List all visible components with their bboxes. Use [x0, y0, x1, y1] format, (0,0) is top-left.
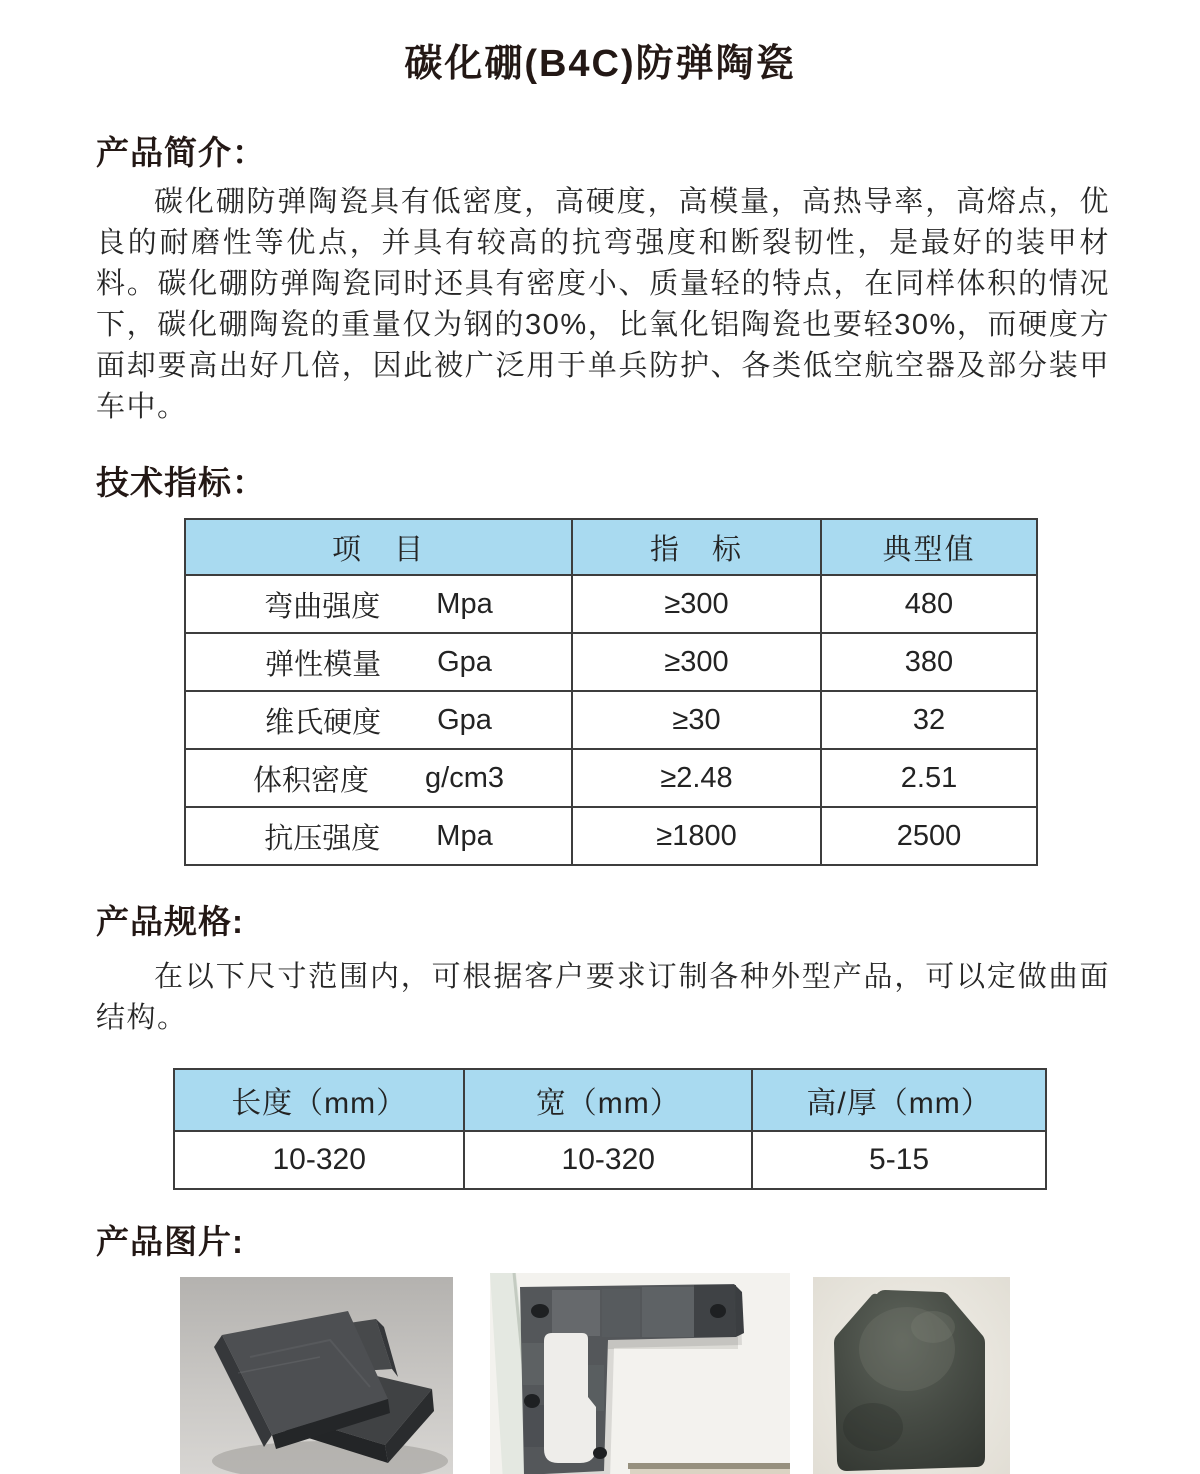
spec-table-row: [185, 633, 1037, 691]
dims-col-header-length: 长度（mm）: [174, 1069, 464, 1131]
dimensions-table: [173, 1068, 1047, 1190]
spec-item-unit: Mpa: [436, 587, 493, 620]
spec-item-unit: g/cm3: [425, 761, 504, 794]
spec-item-name: 体积密度: [253, 764, 370, 797]
ceramic-blocks-photo: [180, 1277, 453, 1474]
spec-typical-cell: 380: [821, 633, 1037, 691]
product-photo-row: [180, 1277, 1110, 1474]
dimensions-note: 在以下尺寸范围内，可根据客户要求订制各种外型产品，可以定做曲面结构。: [96, 961, 1110, 1034]
spec-table: [184, 518, 1038, 866]
spec-value-cell: ≥30: [572, 691, 821, 749]
spec-value-cell: ≥300: [572, 633, 821, 691]
spec-item-name: 维氏硬度: [265, 706, 382, 739]
spec-item-cell: [185, 749, 572, 807]
dims-col-header-thickness: 高/厚（mm）: [752, 1069, 1046, 1131]
spec-value-cell: ≥2.48: [572, 749, 821, 807]
dims-width-cell: 10-320: [464, 1131, 752, 1189]
dims-table-row: [174, 1131, 1046, 1189]
spec-item-name: 弹性模量: [265, 648, 382, 681]
specs-heading: 技术指标：: [96, 464, 266, 501]
l-shaped-plate-image: [490, 1273, 790, 1474]
spec-item-unit: Mpa: [436, 819, 493, 852]
spec-item-name: 弯曲强度: [264, 590, 381, 623]
spec-typical-cell: 2500: [821, 807, 1037, 865]
l-shaped-plate-photo: [490, 1273, 790, 1474]
intro-heading: 产品简介：: [96, 134, 266, 171]
dims-length-cell: 10-320: [174, 1131, 464, 1189]
ceramic-blocks-image: [180, 1277, 453, 1474]
spec-item-cell: [185, 575, 572, 633]
spec-typical-cell: 32: [821, 691, 1037, 749]
spec-item-cell: [185, 807, 572, 865]
dims-col-header-width: 宽（mm）: [464, 1069, 752, 1131]
spec-item-unit: Gpa: [437, 703, 492, 736]
spec-table-row: [185, 575, 1037, 633]
spec-item-name: 抗压强度: [264, 822, 381, 855]
spec-table-row: [185, 691, 1037, 749]
spec-value-cell: ≥1800: [572, 807, 821, 865]
armor-plate-image: [813, 1277, 1010, 1474]
spec-col-header-spec: 指 标: [572, 519, 821, 575]
spec-typical-cell: 2.51: [821, 749, 1037, 807]
spec-value-cell: ≥300: [572, 575, 821, 633]
spec-item-cell: [185, 633, 572, 691]
spec-item-unit: Gpa: [437, 645, 492, 678]
spec-col-header-typical: 典型值: [821, 519, 1037, 575]
dims-table-header-row: [174, 1069, 1046, 1131]
spec-col-header-item: 项 目: [185, 519, 572, 575]
dimensions-heading: 产品规格:: [96, 903, 244, 940]
spec-table-row: [185, 807, 1037, 865]
spec-table-row: [185, 749, 1037, 807]
armor-plate-photo: [813, 1277, 1010, 1474]
spec-table-header-row: [185, 519, 1037, 575]
dims-thickness-cell: 5-15: [752, 1131, 1046, 1189]
gallery-heading: 产品图片:: [96, 1223, 244, 1260]
spec-typical-cell: 480: [821, 575, 1037, 633]
spec-item-cell: [185, 691, 572, 749]
page-content: [0, 127, 1200, 1474]
intro-paragraph: 碳化硼防弹陶瓷具有低密度，高硬度，高模量，高热导率，高熔点，优良的耐磨性等优点，并具有较高的抗弯强度和断裂韧性，是最好的装甲材料。碳化硼防弹陶瓷同时还具有密度小、质量轻的特点，在同样体积的情况下，碳化硼陶瓷的重量仅为钢的30%，比氧化铝陶瓷也要轻30%，而硬度方面却要高出好几倍，因此被广泛用于单兵防护、各类低空航空器及部分装甲车中。: [96, 186, 1110, 423]
page-title: 碳化硼(B4C)防弹陶瓷: [404, 43, 796, 85]
